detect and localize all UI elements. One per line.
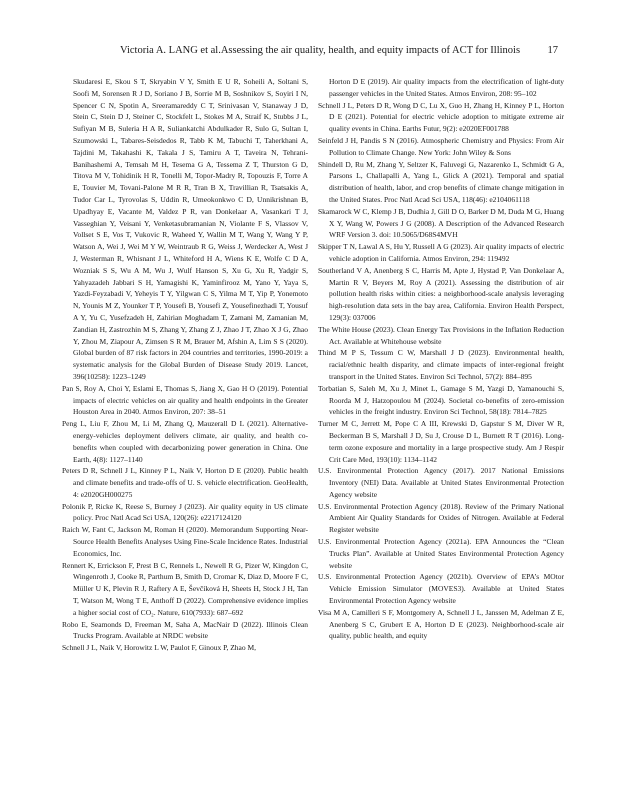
reference-entry: Thind M P S, Tessum C W, Marshall J D (2023). Environmental health, racial/ethnic health disparity, and climate impacts of inter-regional freight transport in the United States. Environ Sci Technol, 57(2): 884–895 [318, 348, 564, 381]
reference-entry: Shindell D, Ru M, Zhang Y, Seltzer K, Faluvegi G, Nazarenko L, Schmidt G A, Parsons L, Challapalli A, Yang L, Glick A (2021). Temporal and spatial distribution of health, labor, and crop benefits of climate change mitigation in the United States. Proc Natl Acad Sci USA, 118(46): e2104061118 [318, 159, 564, 204]
reference-column-left [62, 76, 308, 654]
reference-entry: Peng L, Liu F, Zhou M, Li M, Zhang Q, Mauzerall D L (2021). Alternative-energy-vehicles deployment delivers climate, air quality, and health co-benefits when coupled with decarbonizing power generation in China. One Earth, 4(8): 1127–1140 [62, 419, 308, 464]
reference-entry: Rennert K, Errickson F, Prest B C, Rennels L, Newell R G, Pizer W, Kingdon C, Wingenroth J, Cooke R, Parthum B, Smith D, Cromar K, Diaz D, Moore F C, Müller U K, Plevin R J, Raftery A E, Ševčíková H, Sheets H, Stock J H, Tan T, Watson M, Wong T E, Anthoff D (2022). Comprehensive evidence implies a higher social cost of CO₂. Nature, 610(7933): 687–692 [62, 560, 308, 617]
reference-entry: Turner M C, Jerrett M, Pope C A III, Krewski D, Gapstur S M, Diver W R, Beckerman B S, Marshall J D, Su J, Crouse D L, Burnett R T (2016). Long-term ozone exposure and mortality in a large prospective study. Am J Respir Crit Care Med, 193(10): 1134–1142 [318, 419, 564, 464]
reference-entry: U.S. Environmental Protection Agency (2021a). EPA Announces the “Clean Trucks Plan”. Available at United States Environmental Protection Agency website [318, 537, 564, 570]
reference-column-right [318, 76, 564, 642]
reference-entry: Schnell J L, Naik V, Horowitz L W, Paulot F, Ginoux P, Zhao M, [62, 643, 257, 653]
reference-entry: Polonik P, Ricke K, Reese S, Burney J (2023). Air quality equity in US climate policy. Proc Natl Acad Sci USA, 120(26): e2217124120 [62, 501, 308, 523]
reference-entry: Torbatian S, Saleh M, Xu J, Minet L, Gamage S M, Yazgi D, Yamanouchi S, Roorda M J, Hatzopoulou M (2024). Societal co-benefits of zero-emission vehicles in the freight industry. Environ Sci Technol, 58(18): 7814–7825 [318, 383, 564, 417]
reference-entry: Horton D E (2019). Air quality impacts from the electrification of light-duty passenger vehicles in the United States. Atmos Environ, 208: 95–102 [329, 77, 564, 98]
page-number: 17 [547, 45, 558, 56]
reference-entry: Skudaresi E, Skou S T, Skryabin V Y, Smith E U R, Soheili A, Soltani S, Soofi M, Sorensen R J D, Soriano J B, Sorrie M B, Soshnikov S, Soyiri I N, Spencer C N, Spotin A, Sreeramareddy C T, Srinivasan V, Stanaway J D, Stein C, Stein D J, Steiner C, Stockfelt L, Stokes M A, Straif K, Stubbs J L, Sufiyan M B, Suleria H A R, Suliankatchi Abdulkader R, Sulo G, Sultan I, Szumowski L, Tabares-Seisdedos R, Tabb K M, Tabuchi T, Taherkhani A, Tajdini M, Takahashi K, Takala J S, Tamiru A T, Taveira N, Tehrani-Banihashemi A, Temsah M H, Tesema G A, Tessema Z T, Thurston G D, Titova M V, Tohidinik H R, Tonelli M, Topor-Madry R, Topouzis F, Torre A E, Touvier M, Tovani-Palone M R R, Tran B X, Travillian R, Tsatsakis A, Tudor Car L, Tyrovolas S, Uddin R, Umeokonkwo C D, Unnikrishnan B, Upadhyay E, Vacante M, Valdez P R, van Donkelaar A, Vasankari T J, Vasseghian Y, Veisani Y, Venketasubramanian N, Violante F S, Vlassov V, Vollset S E, Vos T, Vukovic R, Waheed Y, Wallin M T, Wang Y, Wang Y P, Watson A, Wei J, Wei M Y W, Weintraub R G, Weiss J, Werdecker A, West J J, Westerman R, Whisnant J L, Whiteford H A, Wiens K E, Wolfe C D A, Wozniak S S, Wu A M, Wu J, Wulf Hanson S, Xu G, Xu R, Yadgir S, Yahyazadeh Jabbari S H, Yamagishi K, Yaminfirooz M, Yano Y, Yaya S, Yazdi-Feyzabadi V, Yeheyis T Y, Yilgwan C S, Yilma M T, Yip P, Yonemoto N, Younis M Z, Younker T P, Yousefi B, Yousefi Z, Yousefinezhadi T, Yousuf A Y, Yu C, Yusefzadeh H, Zahirian Moghadam T, Zamani M, Zamanian M, Zandian H, Zastrozhin M S, Zhang Y, Zhang Z J, Zhao J T, Zhao X J G, Zhao Y, Zhou M, Ziapour A, Zimsen S R M, Brauer M, Afshin A, Lim S S (2020). Global burden of 87 risk factors in 204 countries and territories, 1990-2019: a systematic analysis for the Global Burden of Disease Study 2019. Lancet, 396(10258): 1223–1249 [73, 77, 308, 381]
reference-entry: Schnell J L, Peters D R, Wong D C, Lu X, Guo H, Zhang H, Kinney P L, Horton D E (2021). Potential for electric vehicle adoption to mitigate extreme air quality events in China. Earths Futur, 9(2): e2020EF001788 [318, 100, 564, 134]
reference-entry: U.S. Environmental Protection Agency (2018). Review of the Primary National Ambient Air Quality Standards for Oxides of Nitrogen. Available at Federal Register website [318, 501, 564, 535]
reference-entry: The White House (2023). Clean Energy Tax Provisions in the Inflation Reduction Act. Available at Whitehouse website [318, 324, 564, 346]
reference-entry: Pan S, Roy A, Choi Y, Eslami E, Thomas S, Jiang X, Gao H O (2019). Potential impacts of electric vehicles on air quality and health endpoints in the Greater Houston Area in 2040. Atmos Environ, 207: 38–51 [62, 383, 308, 417]
reference-entry: U.S. Environmental Protection Agency (2021b). Overview of EPA’s MOtor Vehicle Emission Simulator (MOVES3). Available at United States Environmental Protection Agency website [318, 572, 564, 606]
reference-entry: U.S. Environmental Protection Agency (2017). 2017 National Emissions Inventory (NEI) Data. Available at United States Environmental Protection Agency website [318, 466, 564, 499]
reference-entry: Peters D R, Schnell J L, Kinney P L, Naik V, Horton D E (2020). Public health and climate benefits and trade-offs of U. S. vehicle electrification. GeoHealth, 4: e2020GH000275 [62, 466, 308, 499]
reference-entry: Robo E, Seamonds D, Freeman M, Saha A, MacNair D (2022). Illinois Clean Trucks Program. Available at NRDC website [62, 619, 308, 641]
reference-entry: Visa M A, Camilleri S F, Montgomery A, Schnell J L, Janssen M, Adelman Z E, Anenberg S C, Grubert E A, Horton D E (2023). Neighborhood-scale air quality, public health, and equity [318, 607, 564, 641]
running-title: Victoria A. LANG et al.Assessing the air quality, health, and equity impacts of ACT for Illinois [120, 45, 521, 56]
reference-entry: Skipper T N, Lawal A S, Hu Y, Russell A G (2023). Air quality impacts of electric vehicle adoption in California. Atmos Environ, 294: 119492 [318, 242, 564, 263]
reference-entry: Southerland V A, Anenberg S C, Harris M, Apte J, Hystad P, Van Donkelaar A, Martin R V, Beyers M, Roy A (2021). Assessing the distribution of air pollution health risks within cities: a neighborhood-scale analysis leveraging high-resolution data sets in the bay area, California. Environ Health Perspect, 129(3): 037006 [318, 265, 564, 322]
running-header [120, 44, 558, 58]
reference-entry: Skamarock W C, Klemp J B, Dudhia J, Gill D O, Barker D M, Duda M G, Huang X Y, Wang W, Powers J G (2008). A Description of the Advanced Research WRF Version 3. doi: 10.5065/D68S4MVH [318, 206, 564, 240]
reference-entry: Raich W, Fant C, Jackson M, Roman H (2020). Memorandum Supporting Near-Source Health Benefits Analyses Using Fine-Scale Incidence Rates. Industrial Economics, Inc. [62, 525, 308, 558]
reference-entry: Seinfeld J H, Pandis S N (2016). Atmospheric Chemistry and Physics: From Air Pollution to Climate Change. New York: John Wiley & Sons [318, 135, 564, 157]
